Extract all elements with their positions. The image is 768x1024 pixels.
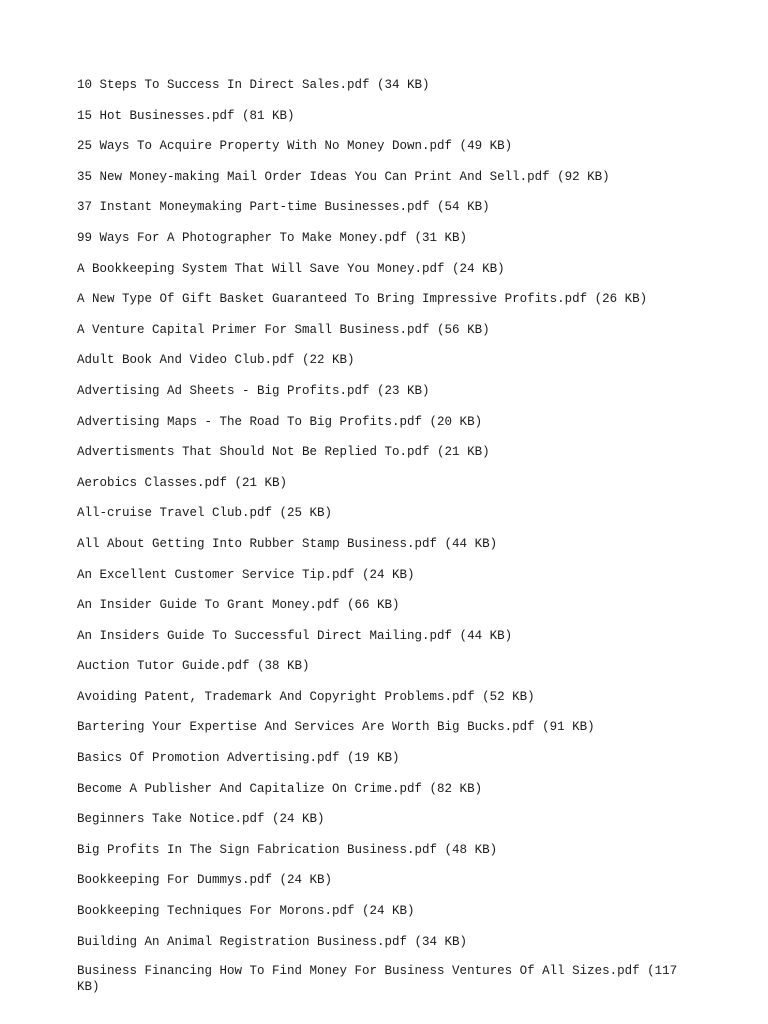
file-entry: 35 New Money-making Mail Order Ideas You Can Print And Sell.pdf (92 KB) xyxy=(77,169,610,184)
file-entry: 99 Ways For A Photographer To Make Money.pdf (31 KB) xyxy=(77,230,468,245)
file-entry: All-cruise Travel Club.pdf (25 KB) xyxy=(77,506,333,521)
file-entry: Aerobics Classes.pdf (21 KB) xyxy=(77,475,288,490)
file-list xyxy=(77,76,707,995)
file-entry: Business Financing How To Find Money For Business Ventures Of All Sizes.pdf (117 KB) xyxy=(77,964,678,995)
file-entry: Advertisments That Should Not Be Replied To.pdf (21 KB) xyxy=(77,445,490,460)
file-entry: Avoiding Patent, Trademark And Copyright Problems.pdf (52 KB) xyxy=(77,689,535,704)
file-entry: Auction Tutor Guide.pdf (38 KB) xyxy=(77,659,310,674)
file-entry: A New Type Of Gift Basket Guaranteed To Bring Impressive Profits.pdf (26 KB) xyxy=(77,292,648,307)
file-entry: Basics Of Promotion Advertising.pdf (19 KB) xyxy=(77,751,400,766)
file-entry: 25 Ways To Acquire Property With No Money Down.pdf (49 KB) xyxy=(77,139,513,154)
file-entry: Big Profits In The Sign Fabrication Business.pdf (48 KB) xyxy=(77,842,498,857)
file-entry: An Excellent Customer Service Tip.pdf (24 KB) xyxy=(77,567,415,582)
file-entry: An Insider Guide To Grant Money.pdf (66 KB) xyxy=(77,598,400,613)
file-entry: 15 Hot Businesses.pdf (81 KB) xyxy=(77,108,295,123)
file-entry: A Venture Capital Primer For Small Business.pdf (56 KB) xyxy=(77,322,490,337)
file-entry: Advertising Ad Sheets - Big Profits.pdf (23 KB) xyxy=(77,383,430,398)
file-entry: Bartering Your Expertise And Services Are Worth Big Bucks.pdf (91 KB) xyxy=(77,720,595,735)
file-entry: Bookkeeping Techniques For Morons.pdf (24 KB) xyxy=(77,904,415,919)
file-entry: Become A Publisher And Capitalize On Crime.pdf (82 KB) xyxy=(77,781,483,796)
file-entry: Bookkeeping For Dummys.pdf (24 KB) xyxy=(77,873,333,888)
file-entry: Building An Animal Registration Business.pdf (34 KB) xyxy=(77,934,468,949)
file-entry: Beginners Take Notice.pdf (24 KB) xyxy=(77,812,325,827)
file-entry: 10 Steps To Success In Direct Sales.pdf (34 KB) xyxy=(77,78,430,92)
file-entry: Adult Book And Video Club.pdf (22 KB) xyxy=(77,353,355,368)
file-entry: 37 Instant Moneymaking Part-time Businesses.pdf (54 KB) xyxy=(77,200,490,215)
file-entry: An Insiders Guide To Successful Direct Mailing.pdf (44 KB) xyxy=(77,628,513,643)
file-entry: Advertising Maps - The Road To Big Profits.pdf (20 KB) xyxy=(77,414,483,429)
file-entry: A Bookkeeping System That Will Save You Money.pdf (24 KB) xyxy=(77,261,505,276)
file-entry: All About Getting Into Rubber Stamp Business.pdf (44 KB) xyxy=(77,536,498,551)
